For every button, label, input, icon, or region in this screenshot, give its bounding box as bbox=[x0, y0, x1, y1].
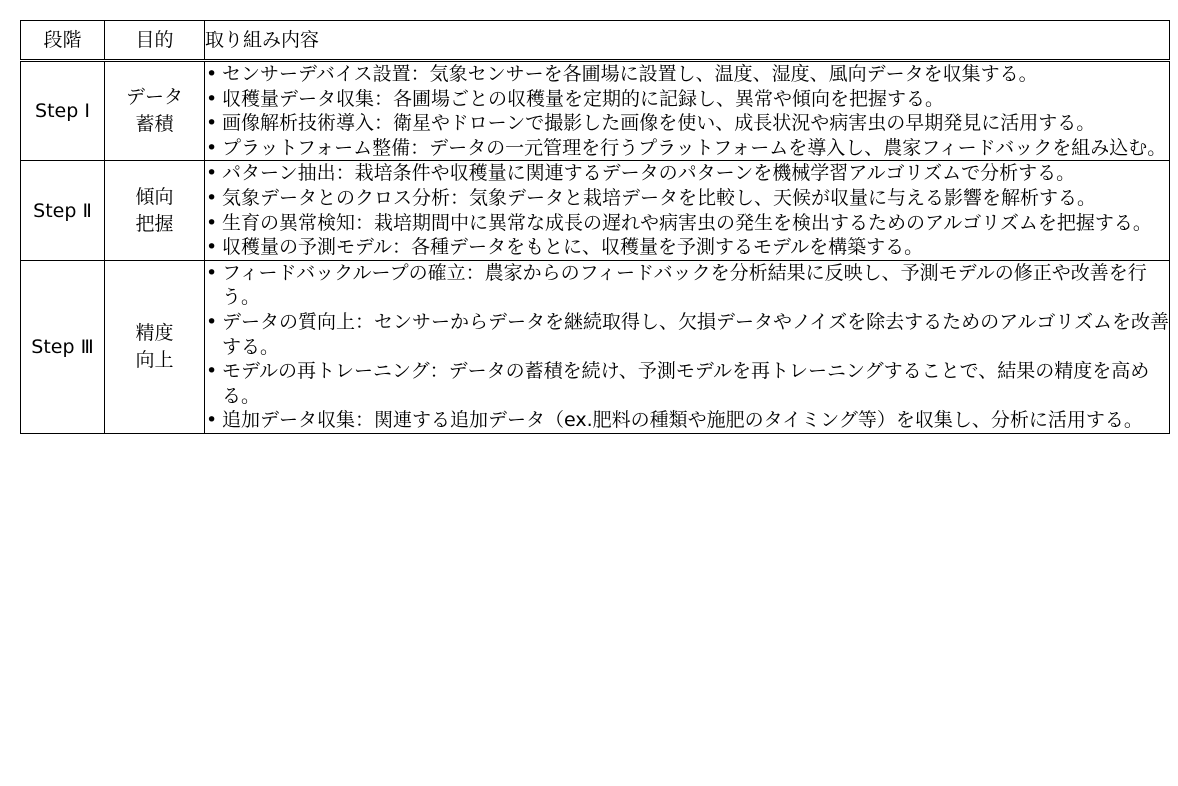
content-cell bbox=[205, 161, 1170, 260]
list-item: • プラットフォーム整備：データの一元管理を行うプラットフォームを導入し、農家フィードバックを組み込む。 bbox=[205, 136, 1169, 161]
purpose-line: 向上 bbox=[135, 348, 174, 371]
table-row-step-3 bbox=[21, 260, 1170, 433]
list-item: • 収穫量の予測モデル：各種データをもとに、収穫量を予測するモデルを構築する。 bbox=[205, 235, 1169, 260]
step-label: Step Ⅱ bbox=[21, 161, 105, 260]
list-item: • 収穫量データ収集：各圃場ごとの収穫量を定期的に記録し、異常や傾向を把握する。 bbox=[205, 87, 1169, 112]
content-cell bbox=[205, 61, 1170, 161]
table-row-step-1 bbox=[21, 61, 1170, 161]
content-list bbox=[205, 161, 1169, 259]
list-item: • フィードバックループの確立：農家からのフィードバックを分析結果に反映し、予測モデルの修正や改善を行う。 bbox=[205, 261, 1169, 310]
list-item: • 追加データ収集：関連する追加データ（ex.肥料の種類や施肥のタイミング等）を収集し、分析に活用する。 bbox=[205, 408, 1169, 433]
list-item: • パターン抽出：栽培条件や収穫量に関連するデータのパターンを機械学習アルゴリズムで分析する。 bbox=[205, 161, 1169, 186]
list-item: • 生育の異常検知：栽培期間中に異常な成長の遅れや病害虫の発生を検出するためのアルゴリズムを把握する。 bbox=[205, 211, 1169, 236]
content-cell bbox=[205, 260, 1170, 433]
purpose-label bbox=[105, 260, 205, 433]
purpose-label bbox=[105, 61, 205, 161]
header-content: 取り組み内容 bbox=[205, 21, 1170, 61]
list-item: • 気象データとのクロス分析：気象データと栽培データを比較し、天候が収量に与える影響を解析する。 bbox=[205, 186, 1169, 211]
content-list bbox=[205, 62, 1169, 160]
header-step: 段階 bbox=[21, 21, 105, 61]
purpose-line: 精度 bbox=[135, 321, 174, 344]
purpose-label bbox=[105, 161, 205, 260]
purpose-line: 傾向 bbox=[135, 185, 174, 208]
content-list bbox=[205, 261, 1169, 433]
steps-table bbox=[20, 20, 1170, 434]
header-row bbox=[21, 21, 1170, 61]
list-item: • 画像解析技術導入：衛星やドローンで撮影した画像を使い、成長状況や病害虫の早期発見に活用する。 bbox=[205, 111, 1169, 136]
purpose-line: データ bbox=[125, 86, 183, 109]
list-item: • データの質向上：センサーからデータを継続取得し、欠損データやノイズを除去するためのアルゴリズムを改善する。 bbox=[205, 310, 1169, 359]
purpose-line: 把握 bbox=[135, 212, 174, 235]
step-label: Step Ⅲ bbox=[21, 260, 105, 433]
list-item: • センサーデバイス設置：気象センサーを各圃場に設置し、温度、湿度、風向データを収集する。 bbox=[205, 62, 1169, 87]
step-label: Step Ⅰ bbox=[21, 61, 105, 161]
table-row-step-2 bbox=[21, 161, 1170, 260]
list-item: • モデルの再トレーニング：データの蓄積を続け、予測モデルを再トレーニングすることで、結果の精度を高める。 bbox=[205, 359, 1169, 408]
purpose-line: 蓄積 bbox=[135, 113, 174, 136]
header-purpose: 目的 bbox=[105, 21, 205, 61]
